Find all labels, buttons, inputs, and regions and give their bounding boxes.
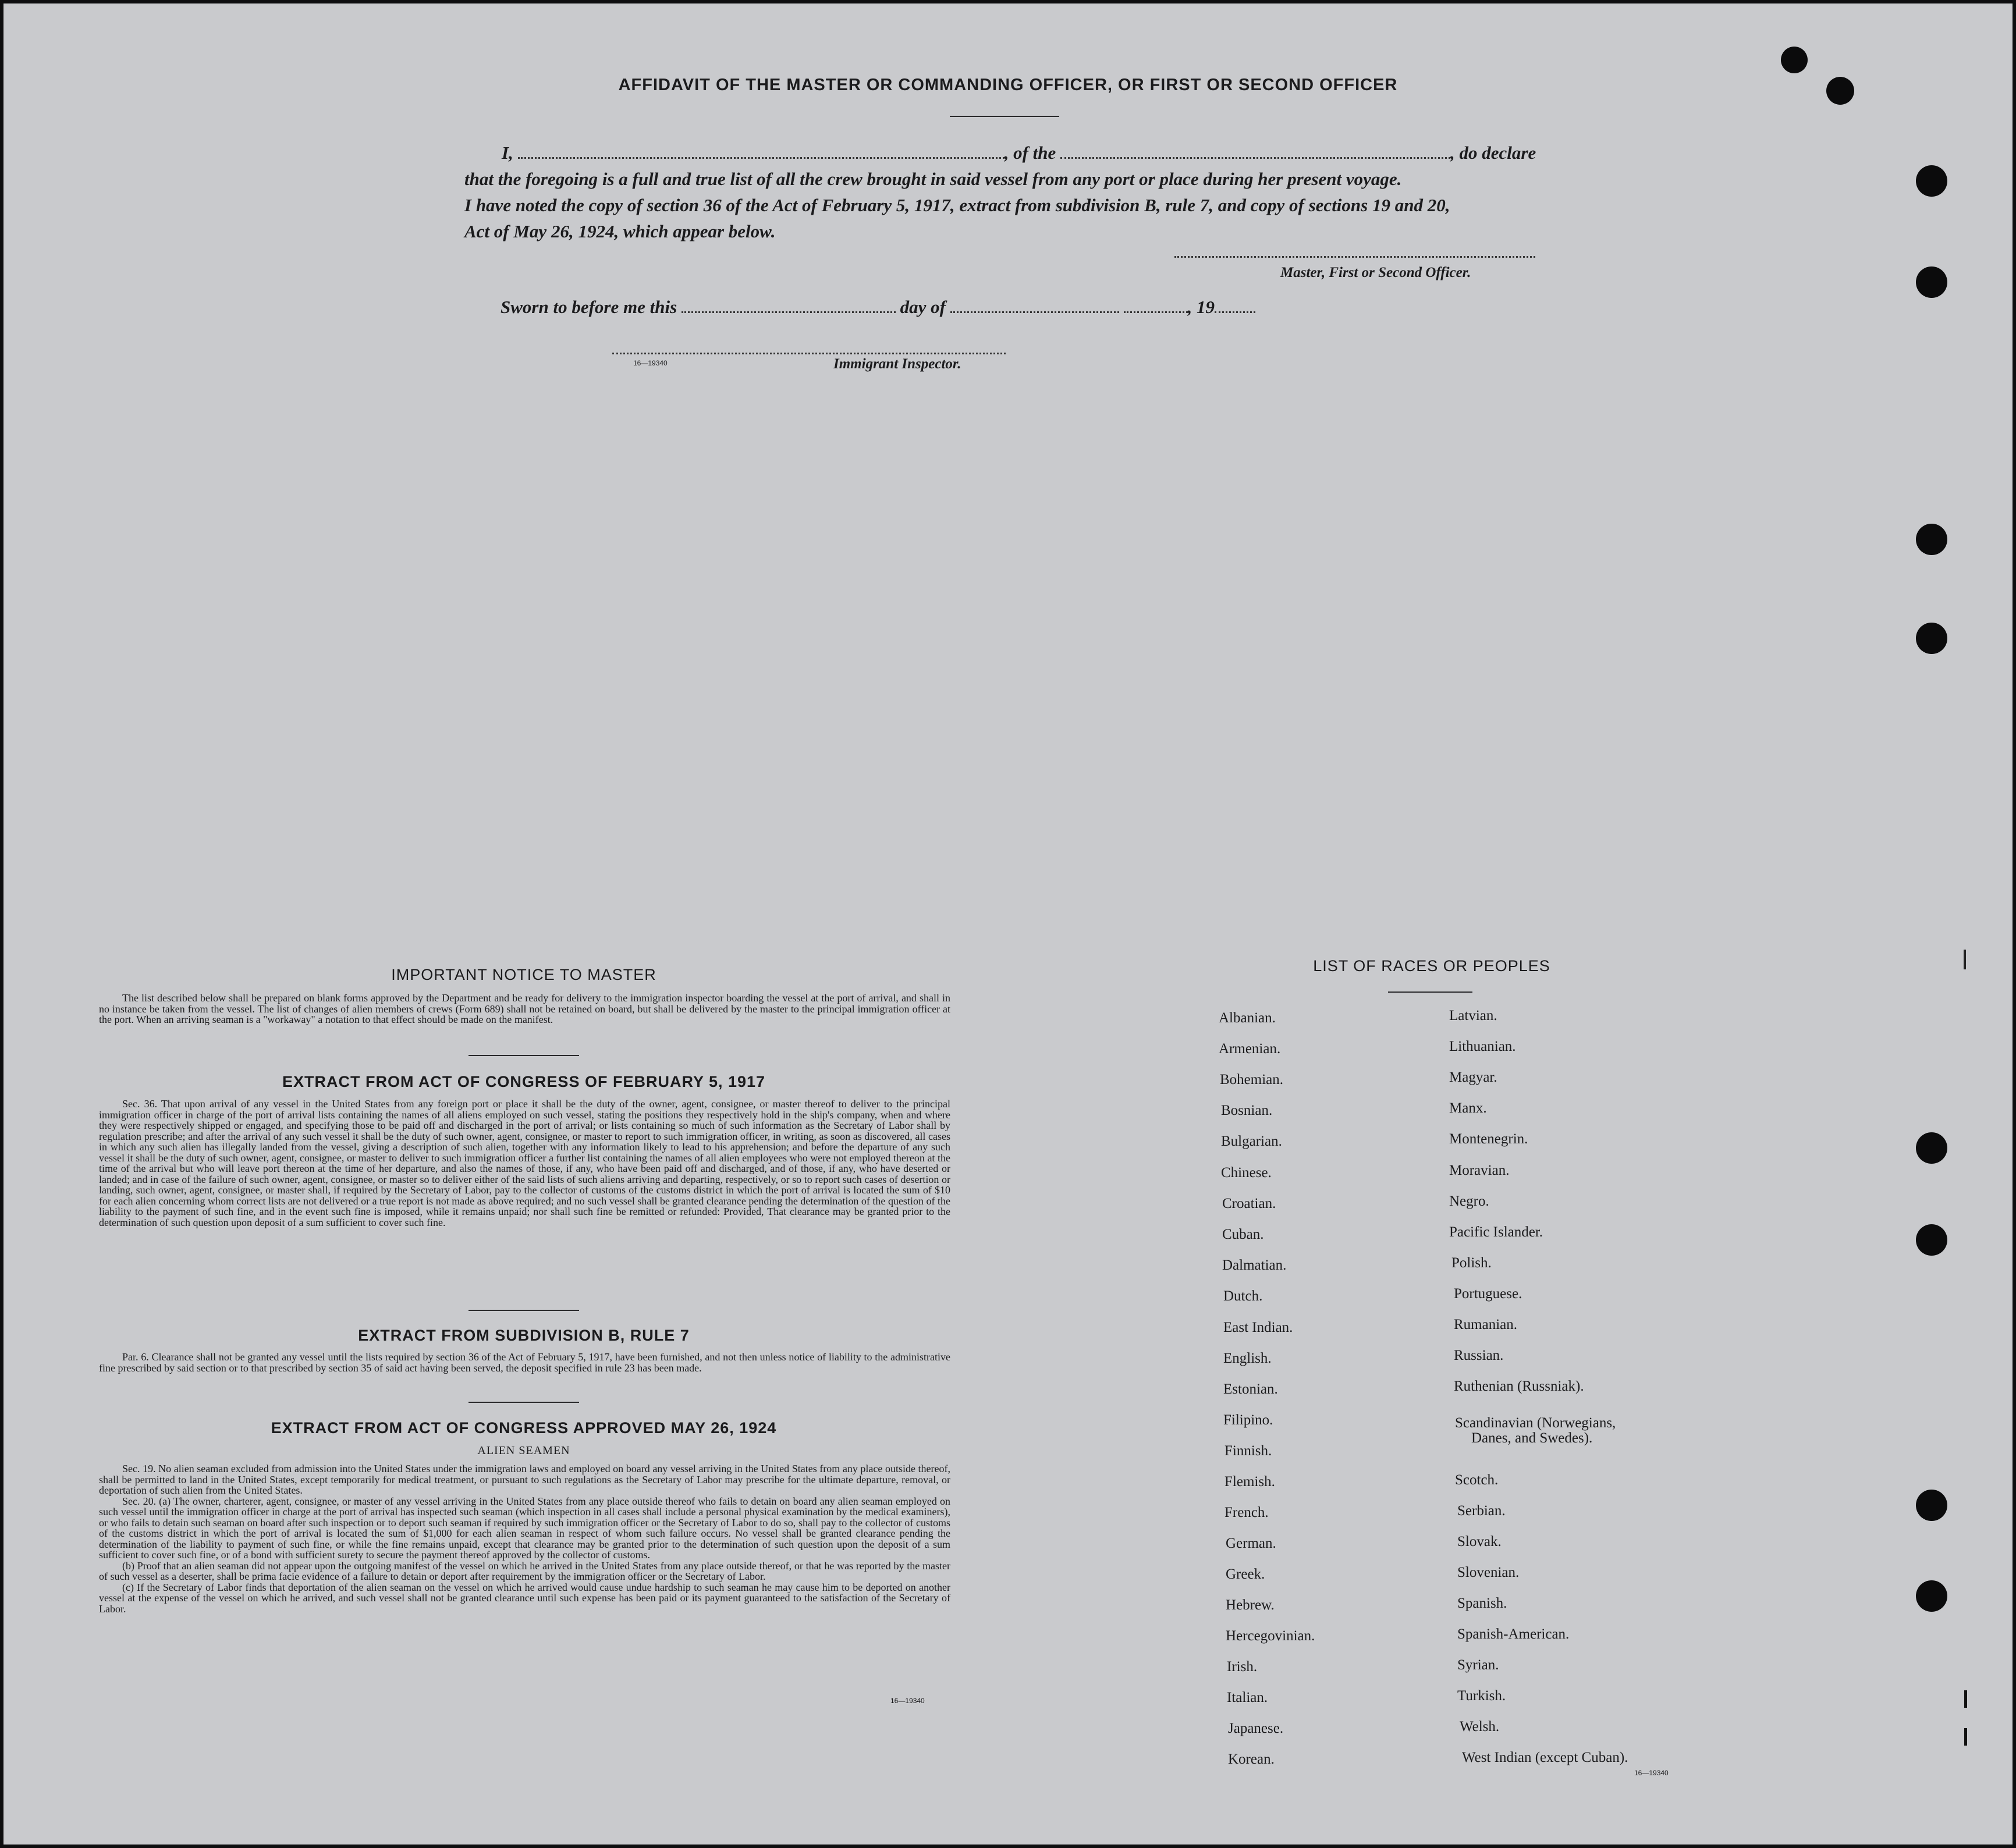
punch-hole (1916, 1580, 1947, 1612)
form-number-top: 16—19340 (633, 359, 668, 367)
race-item: Chinese. (1221, 1165, 1272, 1181)
race-item: Latvian. (1449, 1008, 1497, 1023)
race-item: Polish. (1451, 1255, 1492, 1271)
races-title: LIST OF RACES OR PEOPLES (1313, 957, 1550, 975)
race-item: French. (1224, 1505, 1269, 1520)
sworn-label: Sworn to before me this (501, 297, 677, 317)
of-the-label: , of the (1004, 143, 1056, 163)
race-item: Scandinavian (Norwegians, (1455, 1415, 1616, 1431)
race-item: Armenian. (1219, 1041, 1281, 1057)
race-item: Hebrew. (1226, 1597, 1275, 1613)
race-item: Korean. (1228, 1751, 1275, 1767)
race-item: Russian. (1454, 1348, 1504, 1363)
affidavit-line-3: I have noted the copy of section 36 of the Act of February 5, 1917, extract from subdivision B, rule 7, and copy of sections 19 and 20, (464, 195, 1450, 215)
race-item: East Indian. (1223, 1320, 1293, 1335)
race-item: German. (1226, 1536, 1276, 1551)
extract-1917-paragraph: Sec. 36. That upon arrival of any vessel in the United States from any foreign port or place it shall be the duty of the owner, agent, consignee, or master thereof to deliver to the principal immigration officer in charge of the port of arrival lists containing the names of all aliens employed on such vessel, stating the positions they respectively hold in the ship's company, when and where they were respectively shipped or engaged, and specifying those to be paid off and discharged in the port of arrival; or lists containing so much of such information as the Secretary of Labor shall by regulation prescribe; and after the arrival of any such vessel it shall be the duty of such owner, agent, consignee, or master to report to such immigration officer, in writing, as soon as discovered, all cases in which any such alien has illegally landed from the vessel, giving a description of such alien, together with any information likely to lead to his apprehension; and before the departure of any such vessel it shall be the duty of such owner, agent, consignee, or master to deliver to such immigration officer a further list containing the names of all alien employees who were not employed thereon at the time of the arrival but who will leave port thereon at the time of her departure, and also the names of those, if any, who have been paid off and discharged, and of those, if any, who have deserted or landed; and in case of the failure of such owner, agent, consignee, or master so to deliver either of the said lists of such aliens arriving and departing, respectively, or so to report such cases of desertion or landing, such owner, agent, consignee, or master shall, if required by the Secretary of Labor, pay to the collector of customs of the customs district in which the port of arrival is located the sum of $10 for each alien concerning whom correct lists are not delivered or a true report is not made as above required; and no such vessel shall be granted clearance pending the determination of the question of the liability to the payment of such fine, and in the event such fine is imposed, while it remains unpaid; nor shall such fine be remitted or refunded: Provided, That clearance may be granted prior to the determination of such question upon deposit of a sum sufficient to cover such fine. (99, 1098, 950, 1228)
punch-hole (1916, 1490, 1947, 1521)
day-of-label: day of (900, 297, 946, 317)
race-item: Serbian. (1457, 1503, 1506, 1519)
punch-hole (1916, 524, 1947, 555)
race-item: Rumanian. (1454, 1317, 1518, 1332)
scan-mark (1964, 1690, 1967, 1708)
race-item: Italian. (1227, 1690, 1268, 1705)
race-item: West Indian (except Cuban). (1462, 1750, 1628, 1765)
punch-hole (1781, 47, 1808, 73)
do-declare-label: , do declare (1450, 143, 1536, 163)
i-label: I, (502, 143, 513, 163)
race-item: Manx. (1449, 1100, 1487, 1116)
race-item: Spanish-American. (1457, 1626, 1570, 1642)
race-item: Magyar. (1449, 1069, 1497, 1085)
notice-paragraph: The list described below shall be prepared on blank forms approved by the Department and be ready for delivery to the immigration inspector boarding the vessel at the port of arrival, and shall in no instance be taken from the vessel. The list of changes of alien members of crews (Form 689) shall not be retained on board, but shall be delivered by the master to the principal immigration officer at the port. When an arriving seaman is a "workaway" a notation to that effect should be made on the manifest. (99, 992, 950, 1025)
race-item: Pacific Islander. (1449, 1224, 1543, 1240)
inspector-label: Immigrant Inspector. (833, 356, 961, 372)
race-item: Danes, and Swedes). (1471, 1430, 1593, 1446)
race-item: Turkish. (1457, 1688, 1506, 1704)
extract-1917-title: EXTRACT FROM ACT OF CONGRESS OF FEBRUARY 5, 1917 (282, 1073, 766, 1090)
race-item: Greek. (1226, 1566, 1265, 1582)
punch-hole (1916, 266, 1947, 298)
form-number-right: 16—19340 (1634, 1769, 1669, 1777)
race-item: English. (1223, 1351, 1272, 1366)
race-item: Irish. (1227, 1659, 1258, 1675)
sec-20c-paragraph: (c) If the Secretary of Labor finds that deportation of the alien seaman on the vessel on which he arrived would cause undue hardship to such seaman he may cause him to be deported on another vessel at the expense of the vessel on which he arrived, and such vessel shall not be granted clearance until such expense has been paid or its payment guaranteed to the satisfaction of the Secretary of Labor. (99, 1581, 950, 1615)
race-item: Bosnian. (1221, 1103, 1273, 1118)
race-item: Slovenian. (1457, 1565, 1520, 1580)
scan-mark (1964, 1728, 1967, 1746)
race-item: Dutch. (1223, 1288, 1263, 1304)
rule7-title: EXTRACT FROM SUBDIVISION B, RULE 7 (358, 1327, 690, 1344)
year-label: , 19 (1187, 297, 1215, 317)
race-item: Syrian. (1457, 1657, 1499, 1673)
punch-hole (1916, 1224, 1947, 1256)
race-item: Moravian. (1449, 1163, 1510, 1178)
extract-1924-title: EXTRACT FROM ACT OF CONGRESS APPROVED MAY 26, 1924 (271, 1419, 777, 1437)
alien-seamen-subtitle: ALIEN SEAMEN (477, 1444, 570, 1457)
master-sig-label: Master, First or Second Officer. (1280, 265, 1471, 280)
affidavit-line-4: Act of May 26, 1924, which appear below. (464, 221, 776, 241)
sec-19-paragraph: Sec. 19. No alien seaman excluded from admission into the United States under the immigration laws and employed on board any vessel arriving in the United States from any place outside thereof, shall be permitted to land in the United States, except temporarily for medical treatment, or pursuant to such regulations as the Secretary of Labor may prescribe for the ultimate departure, removal, or deportation of such alien from the United States. (99, 1463, 950, 1496)
form-number-left: 16—19340 (890, 1697, 925, 1705)
affidavit-line-2: that the foregoing is a full and true list of all the crew brought in said vessel from any port or place during her present voyage. (464, 169, 1402, 189)
race-item: Slovak. (1457, 1534, 1502, 1550)
race-item: Estonian. (1223, 1381, 1278, 1397)
race-item: Finnish. (1224, 1443, 1272, 1459)
race-item: Bohemian. (1220, 1072, 1284, 1088)
sec-20b-paragraph: (b) Proof that an alien seaman did not appear upon the outgoing manifest of the vessel on which he arrived in the United States from any place outside thereof, or that he was reported by the master of such vessel as a deserter, shall be prima facie evidence of a failure to detain or deport after requirement by the immigration officer or the Secretary of Labor. (99, 1559, 950, 1582)
race-item: Spanish. (1457, 1595, 1507, 1611)
race-item: Japanese. (1228, 1721, 1284, 1736)
race-item: Ruthenian (Russniak). (1454, 1378, 1584, 1394)
race-item: Albanian. (1219, 1010, 1276, 1026)
race-item: Dalmatian. (1222, 1257, 1287, 1273)
affidavit-title: AFFIDAVIT OF THE MASTER OR COMMANDING OFFICER, OR FIRST OR SECOND OFFICER (618, 76, 1398, 94)
race-item: Welsh. (1460, 1719, 1500, 1735)
race-item: Portuguese. (1454, 1286, 1522, 1302)
race-item: Filipino. (1223, 1412, 1273, 1428)
race-item: Negro. (1449, 1193, 1489, 1209)
notice-title: IMPORTANT NOTICE TO MASTER (391, 966, 656, 983)
rule7-paragraph: Par. 6. Clearance shall not be granted any vessel until the lists required by section 36 of the Act of February 5, 1917, have been furnished, and not then unless notice of liability to the administrative fine prescribed by said section or to that prescribed by section 35 of said act having been served, the deposit specified in rule 23 has been made. (99, 1351, 950, 1374)
punch-hole (1916, 623, 1947, 654)
race-item: Scotch. (1455, 1472, 1499, 1488)
race-item: Croatian. (1222, 1196, 1276, 1211)
race-item: Montenegrin. (1449, 1131, 1528, 1147)
race-item: Lithuanian. (1449, 1039, 1516, 1054)
sec-20a-paragraph: Sec. 20. (a) The owner, charterer, agent, consignee, or master of any vessel arriving in the United States from any place outside thereof who fails to detain on board any alien seaman employed on such vessel until the immigration officer in charge at the port of arrival has inspected such seaman (which inspection in all cases shall include a personal physical examination by the medical examiners), or who fails to detain such seaman on board after such inspection or to deport such seaman if required by such immigration officer or the Secretary of Labor to do so, shall pay to the collector of customs of the customs district in which the port of arrival is located the sum of $1,000 for each alien seaman in respect of whom such failure occurs. No vessel shall be granted clearance pending the determination of the liability to payment of such fine, or while the fine remains unpaid, except that clearance may be granted prior to the determination of such question upon the deposit of a sum sufficient to cover such fine, or of a bond with sufficient surety to secure the payment thereof approved by the collector of customs. (99, 1495, 950, 1561)
race-item: Flemish. (1224, 1474, 1275, 1490)
race-item: Cuban. (1222, 1227, 1264, 1242)
race-item: Bulgarian. (1221, 1133, 1282, 1149)
punch-hole (1826, 77, 1854, 105)
race-item: Hercegovinian. (1226, 1628, 1315, 1644)
punch-hole (1916, 1132, 1947, 1164)
punch-hole (1916, 165, 1947, 197)
scan-mark (1964, 950, 1966, 969)
